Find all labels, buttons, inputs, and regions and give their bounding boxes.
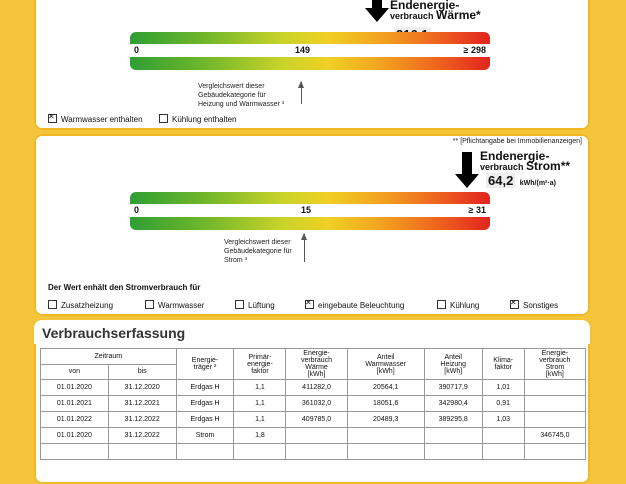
table-cell: 31.12.2021 <box>108 396 176 412</box>
table-cell: 1,8 <box>234 428 286 444</box>
table-cell: 31.12.2020 <box>108 380 176 396</box>
power-contains-label: Der Wert enhält den Stromverbrauch für <box>48 283 201 292</box>
table-cell <box>347 444 424 460</box>
table-cell <box>524 396 585 412</box>
table-cell <box>41 444 109 460</box>
table-cell: 1,03 <box>482 412 524 428</box>
table-cell: Erdgas H <box>176 412 234 428</box>
heat-reference-arrow <box>301 82 302 104</box>
power-reference-note: Vergleichswert dieser Gebäudekategorie für Strom ³ <box>224 239 292 264</box>
header-primary: Primär- energie- faktor <box>234 349 286 380</box>
table-row <box>41 396 586 412</box>
table-cell <box>234 444 286 460</box>
checkbox-label: Zusatzheizung <box>61 301 114 310</box>
header-period: Zeitraum <box>41 349 177 365</box>
table-cell: 389295,8 <box>424 412 482 428</box>
mandatory-note: ** [Pflichtangabe bei Immobilienanzeigen] <box>452 138 582 145</box>
header-to: bis <box>108 364 176 380</box>
checkbox-unchecked-icon <box>145 300 154 309</box>
table-cell: 0,91 <box>482 396 524 412</box>
power-indicator-value <box>486 172 556 190</box>
checkbox-power-option[interactable] <box>235 300 275 310</box>
checkbox-hotwater-included[interactable]: ✕Warmwasser enthalten <box>48 114 143 124</box>
table-cell: 18051,6 <box>347 396 424 412</box>
table-cell <box>176 444 234 460</box>
table-row <box>41 428 586 444</box>
table-cell <box>482 428 524 444</box>
table-cell: 20564,1 <box>347 380 424 396</box>
consumption-header <box>34 320 590 344</box>
consumption-table <box>40 348 586 460</box>
table-cell: 346745,0 <box>524 428 585 444</box>
table-cell: Erdgas H <box>176 380 234 396</box>
table-cell <box>424 444 482 460</box>
checkbox-label: Warmwasser <box>158 301 205 310</box>
power-indicator-title: Endenergie- verbrauch Strom** <box>480 149 571 173</box>
header-hotwater: Anteil Warmwasser [kWh] <box>347 349 424 380</box>
checkbox-checked-icon <box>510 300 519 309</box>
header-heating: Anteil Heizung [kWh] <box>424 349 482 380</box>
checkbox-label: Lüftung <box>248 301 275 310</box>
table-cell <box>108 444 176 460</box>
header-heat: Energie- verbrauch Wärme [kWh] <box>286 349 347 380</box>
table-cell: 01.01.2020 <box>41 380 109 396</box>
heat-consumption-panel <box>34 0 590 130</box>
table-cell: 1,1 <box>234 380 286 396</box>
table-cell: 409785,0 <box>286 412 347 428</box>
heat-reference-note: Vergleichswert dieser Gebäudekategorie für Heizung und Warmwasser ³ <box>198 83 285 108</box>
checkbox-label: Kühlung <box>450 301 480 310</box>
power-value: 64,2 <box>488 173 514 188</box>
heat-title-line1: Endenergie- <box>390 0 460 12</box>
table-cell: 20489,3 <box>347 412 424 428</box>
power-consumption-panel <box>34 134 590 316</box>
table-cell: 01.01.2020 <box>41 428 109 444</box>
table-cell: 01.01.2022 <box>41 412 109 428</box>
table-cell <box>524 444 585 460</box>
heat-scale-max: ≥ 298 <box>463 45 486 55</box>
table-cell <box>524 412 585 428</box>
consumption-panel <box>34 320 590 484</box>
header-climate: Klima- faktor <box>482 349 524 380</box>
heat-scale-min: 0 <box>134 45 140 55</box>
table-cell: Strom <box>176 428 234 444</box>
table-cell: 411282,0 <box>286 380 347 396</box>
checkbox-checked-icon <box>305 300 314 309</box>
power-value-arrow <box>462 152 472 176</box>
power-reference-arrow <box>304 234 305 262</box>
checkbox-cooling-included[interactable]: Kühlung enthalten <box>159 114 237 124</box>
heat-scale <box>130 32 490 70</box>
table-cell: 361032,0 <box>286 396 347 412</box>
heat-title-line3: Wärme* <box>436 8 481 22</box>
table-cell: 390717,9 <box>424 380 482 396</box>
checkbox-power-option[interactable] <box>305 300 404 310</box>
table-cell: 1,1 <box>234 396 286 412</box>
table-cell: 31.12.2022 <box>108 412 176 428</box>
table-cell <box>286 444 347 460</box>
table-cell <box>482 444 524 460</box>
checkbox-power-option[interactable] <box>145 300 204 310</box>
checkbox-label: eingebaute Beleuchtung <box>318 301 405 310</box>
checkbox-unchecked-icon <box>159 114 168 123</box>
table-cell <box>286 428 347 444</box>
header-power: Energie- verbrauch Strom [kWh] <box>524 349 585 380</box>
table-cell <box>424 428 482 444</box>
table-cell <box>347 428 424 444</box>
table-cell: 1,1 <box>234 412 286 428</box>
table-cell: 31.12.2022 <box>108 428 176 444</box>
power-scale: 0 15 ≥ 31 <box>130 192 490 230</box>
heat-indicator-title <box>390 0 481 21</box>
table-cell: 342980,4 <box>424 396 482 412</box>
table-cell: 01.01.2021 <box>41 396 109 412</box>
checkbox-unchecked-icon <box>48 300 57 309</box>
checkbox-power-option[interactable] <box>437 300 479 310</box>
table-cell <box>524 380 585 396</box>
table-row <box>41 412 586 428</box>
checkbox-unchecked-icon <box>235 300 244 309</box>
heat-scale-mid: 149 <box>295 45 311 55</box>
checkbox-power-option[interactable] <box>510 300 558 310</box>
table-cell: 1,01 <box>482 380 524 396</box>
checkbox-power-option[interactable] <box>48 300 113 310</box>
heat-title-line2: verbrauch <box>390 11 434 21</box>
heat-value-arrow <box>372 0 382 10</box>
table-row <box>41 444 586 460</box>
table-cell: Erdgas H <box>176 396 234 412</box>
checkbox-unchecked-icon <box>437 300 446 309</box>
power-unit: kWh/(m²·a) <box>519 180 556 187</box>
header-from: von <box>41 364 109 380</box>
consumption-title: Verbrauchserfassung <box>42 325 186 341</box>
checkbox-checked-icon <box>48 114 57 123</box>
table-row <box>41 380 586 396</box>
checkbox-label: Sonstiges <box>523 301 559 310</box>
header-carrier: Energie- träger ² <box>176 349 234 380</box>
